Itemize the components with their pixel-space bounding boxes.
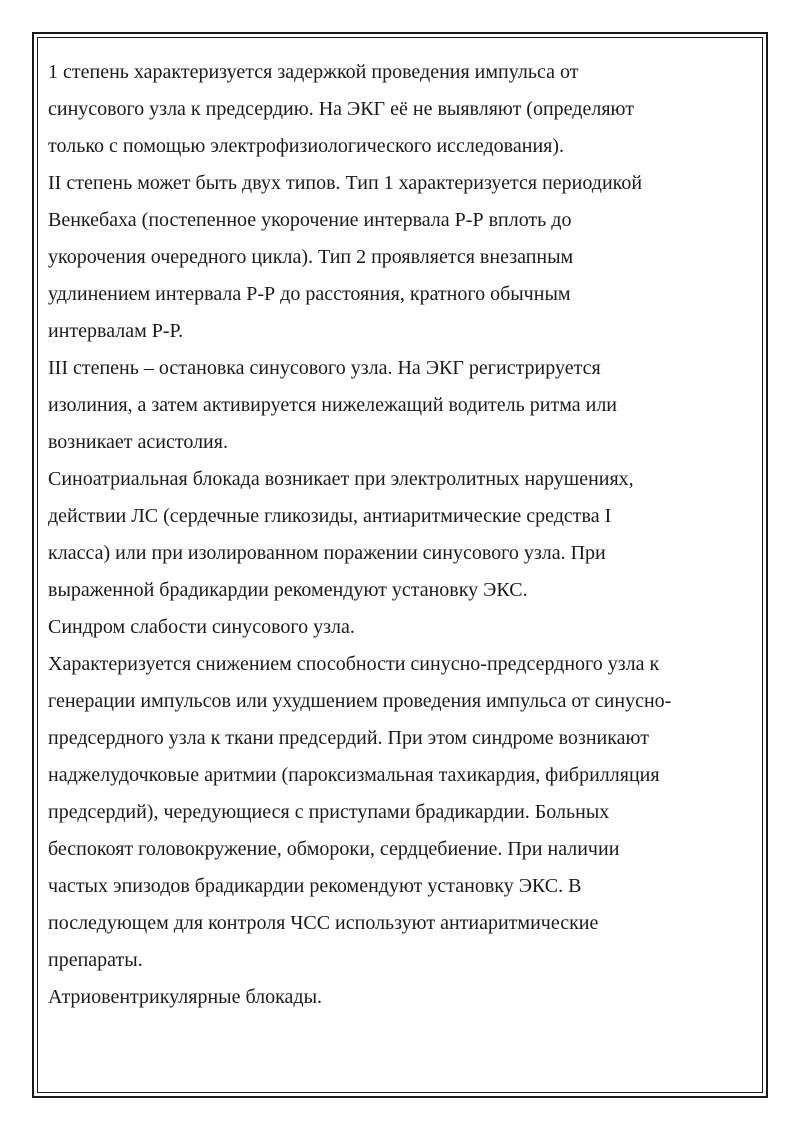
text-line: удлинением интервала Р-Р до расстояния, кратного обычным [48,283,571,305]
text-line: последующем для контроля ЧСС используют антиаритмические [48,912,599,934]
text-line: Синоатриальная блокада возникает при электролитных нарушениях, [48,468,634,490]
text-line: предсердий), чередующиеся с приступами брадикардии. Больных [48,801,610,823]
text-line: укорочения очередного цикла). Тип 2 проявляется внезапным [48,246,574,268]
text-line: синусового узла к предсердию. На ЭКГ её не выявляют (определяют [48,98,634,120]
text-line: интервалам Р-Р. [48,320,184,342]
text-line: наджелудочковые аритмии (пароксизмальная тахикардия, фибрилляция [48,764,660,786]
text-line: изолиния, а затем активируется нижележащий водитель ритма или [48,394,618,416]
document-body [48,54,748,1016]
text-line: Венкебаха (постепенное укорочение интервала Р-Р вплоть до [48,209,572,231]
text-line: частых эпизодов брадикардии рекомендуют установку ЭКС. В [48,875,582,897]
text-line: действии ЛС (сердечные гликозиды, антиаритмические средства I [48,505,612,527]
text-line: 1 степень характеризуется задержкой проведения импульса от [48,61,579,83]
text-line: препараты. [48,949,143,971]
text-line: только с помощью электрофизиологического исследования). [48,135,565,157]
section-heading: Синдром слабости синусового узла. [48,616,355,638]
text-line: класса) или при изолированном поражении синусового узла. При [48,542,606,564]
text-line: возникает асистолия. [48,431,228,453]
text-line: II степень может быть двух типов. Тип 1 характеризуется периодикой [48,172,643,194]
text-line: беспокоят головокружение, обмороки, сердцебиение. При наличии [48,838,620,860]
section-heading: Атриовентрикулярные блокады. [48,986,323,1008]
text-line: генерации импульсов или ухудшением проведения импульса от синусно- [48,690,672,712]
text-line: выраженной брадикардии рекомендуют установку ЭКС. [48,579,528,601]
text-line: III степень – остановка синусового узла. На ЭКГ регистрируется [48,357,601,379]
text-line: Характеризуется снижением способности синусно-предсердного узла к [48,653,660,675]
text-line: предсердного узла к ткани предсердий. При этом синдроме возникают [48,727,649,749]
